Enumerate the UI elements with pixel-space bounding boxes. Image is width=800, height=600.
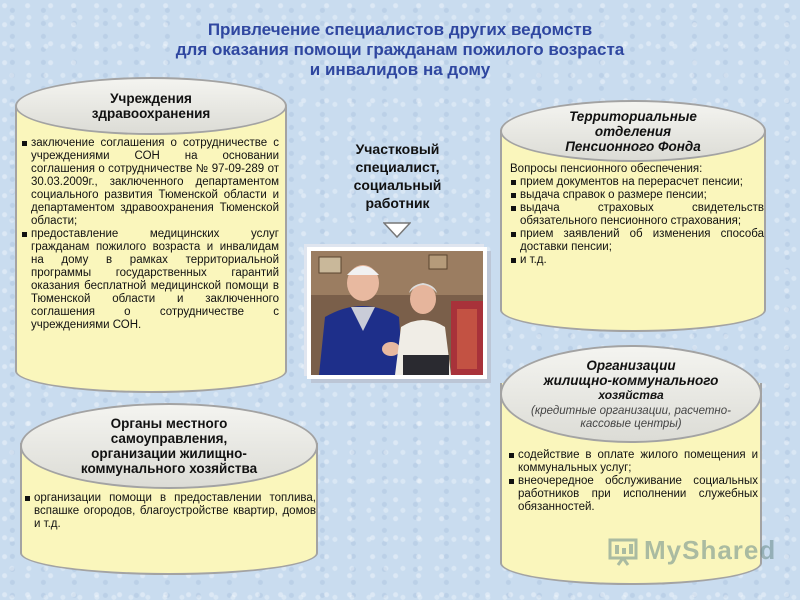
pension-cylinder bbox=[500, 100, 766, 332]
center-label-line-3: социальный bbox=[353, 177, 442, 193]
housing-item-2: внеочередное обслуживание социальных работников при исполнении служебных обязанностей. bbox=[508, 475, 758, 514]
local-title-line-1: Органы местного bbox=[110, 416, 228, 431]
housing-item-1: содействие в оплате жилого помещения и коммунальных услуг; bbox=[508, 449, 758, 475]
pension-title-line-1: Территориальные bbox=[569, 108, 697, 124]
center-label-line-2: специалист, bbox=[355, 159, 440, 175]
health-cylinder bbox=[15, 77, 287, 393]
pension-item-2: выдача справок о размере пенсии; bbox=[510, 189, 764, 202]
myshared-logo bbox=[608, 535, 776, 566]
pension-item-4: прием заявлений об изменения способа доставки пенсии; bbox=[510, 228, 764, 254]
elderly-couple-photo bbox=[311, 251, 483, 375]
pension-item-1: прием документов на перерасчет пенсии; bbox=[510, 176, 764, 189]
housing-cylinder-cap bbox=[500, 345, 762, 443]
housing-note: (кредитные организации, расчетно-кассовые центры) bbox=[531, 404, 731, 430]
pension-heading: Вопросы пенсионного обеспечения: bbox=[510, 163, 703, 175]
photo-frame bbox=[307, 247, 487, 379]
center-label bbox=[325, 140, 470, 212]
local-content bbox=[24, 492, 316, 531]
local-title-line-4: коммунального хозяйства bbox=[80, 461, 258, 476]
local-cylinder bbox=[20, 403, 318, 575]
health-content bbox=[21, 137, 279, 332]
presentation-board-icon bbox=[608, 536, 638, 566]
housing-title-line-1: Организации bbox=[586, 357, 676, 373]
housing-title-line-2: жилищно-коммунального bbox=[543, 372, 719, 388]
health-title-line-1: Учреждения bbox=[110, 91, 192, 106]
down-arrow-icon bbox=[383, 222, 411, 238]
title-line-2: для оказания помощи гражданам пожилого возраста bbox=[175, 40, 625, 59]
health-item-1: заключение соглашения о сотрудничестве с учреждениями СОН на основании соглашения о сотрудничестве № 97-09-289 от 30.03.2009г., заключенного департаментом социального развития Тюменской области и департаментом здравоохранения Тюменской области; bbox=[21, 137, 279, 228]
pension-item-5: и т.д. bbox=[510, 254, 764, 267]
pension-title-line-2: отделения bbox=[594, 123, 672, 139]
title-line-1: Привлечение специалистов других ведомств bbox=[207, 20, 593, 39]
health-title-line-2: здравоохранения bbox=[91, 106, 211, 121]
local-title-line-2: самоуправления, bbox=[110, 431, 228, 446]
pension-cylinder-cap bbox=[500, 100, 766, 162]
local-cylinder-cap bbox=[20, 403, 318, 489]
housing-content bbox=[508, 449, 758, 514]
page-title bbox=[120, 20, 680, 80]
local-title-line-3: организации жилищно- bbox=[91, 446, 247, 461]
local-item-1: организации помощи в предоставлении топлива, вспашке огородов, благоустройстве квартир, домов и т.д. bbox=[24, 492, 316, 531]
health-cylinder-cap bbox=[15, 77, 287, 135]
pension-content bbox=[510, 163, 764, 267]
center-label-line-4: работник bbox=[365, 195, 430, 211]
center-label-line-1: Участковый bbox=[355, 141, 440, 157]
housing-title-line-3: хозяйства bbox=[598, 387, 664, 402]
pension-item-3: выдача страховых свидетельств обязательного пенсионного страхования; bbox=[510, 202, 764, 228]
pension-title-line-3: Пенсионного Фонда bbox=[565, 138, 701, 154]
logo-text: MyShared bbox=[644, 535, 777, 565]
health-item-2: предоставление медицинских услуг гражданам пожилого возраста и инвалидам на дому в рамках территориальной программы государственных гарантий оказания бесплатной медицинской помощи в Тюменской области и заключенного соглашения о сотрудничестве с учреждениями СОН. bbox=[21, 228, 279, 332]
title-line-3: и инвалидов на дому bbox=[309, 60, 491, 79]
